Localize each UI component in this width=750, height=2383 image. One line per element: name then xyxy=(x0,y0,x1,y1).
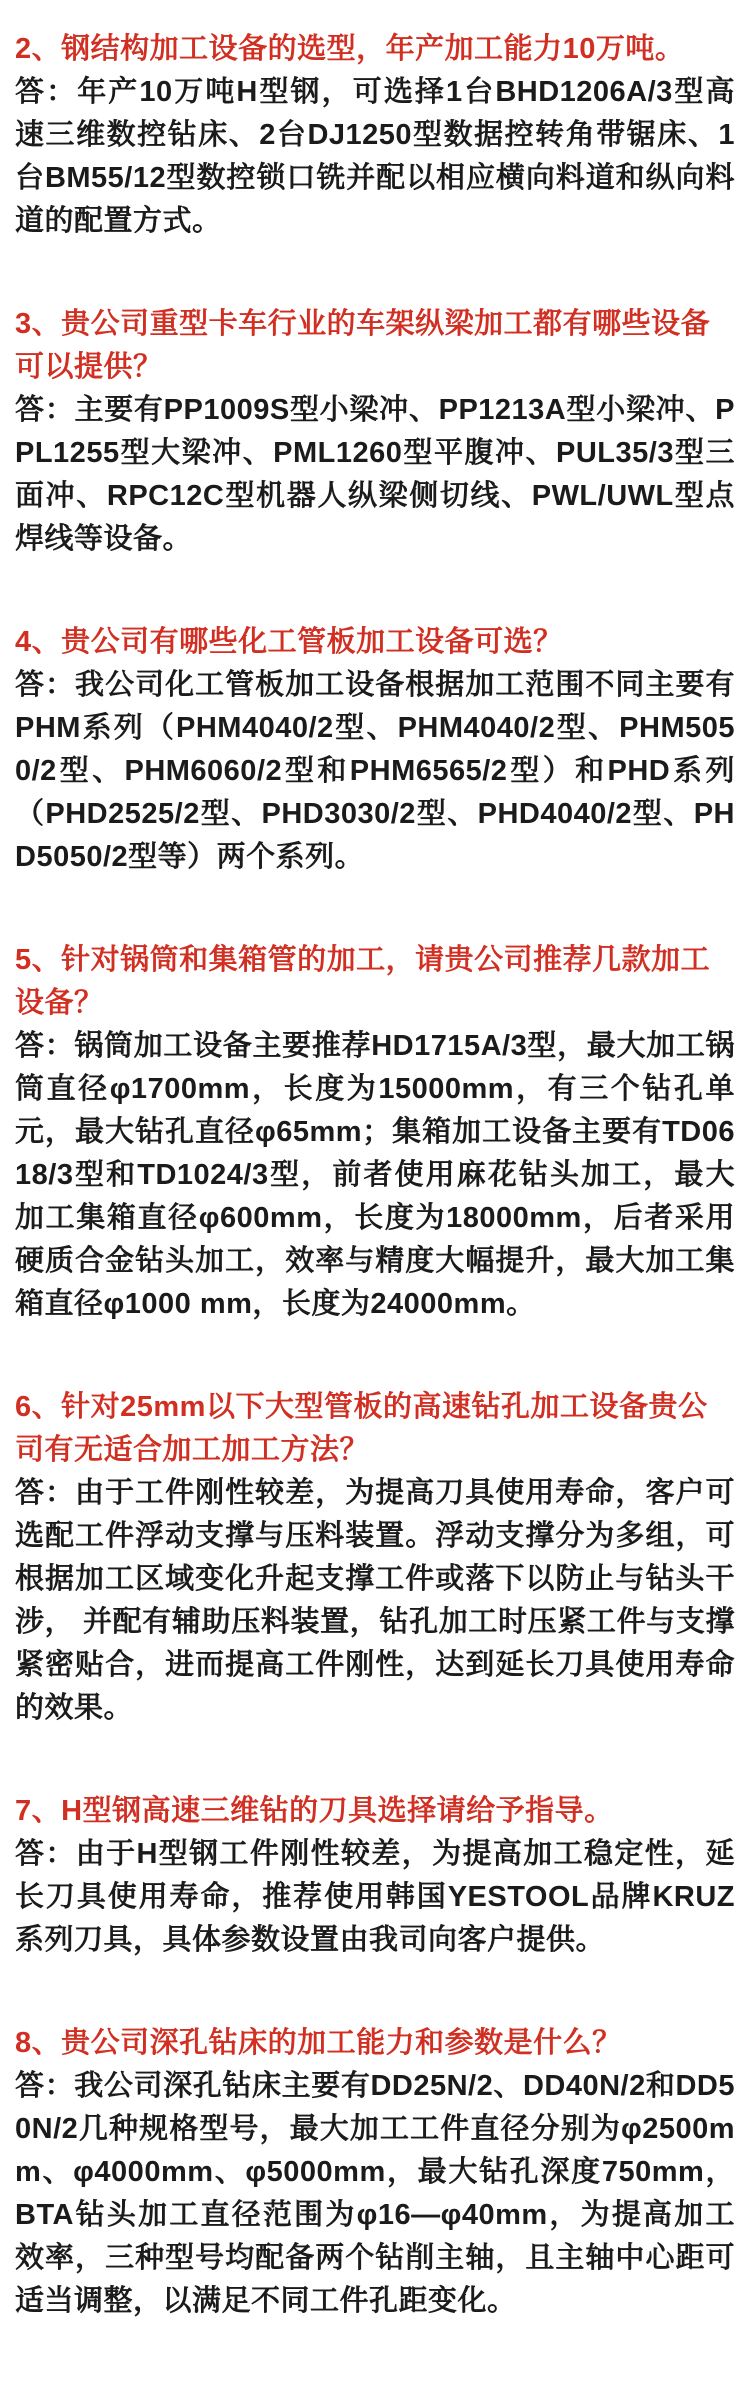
answer-3: 答：主要有PP1009S型小梁冲、PP1213A型小梁冲、PPL1255型大梁冲、PML1260型平腹冲、PUL35/3型三面冲、RPC12C型机器人纵梁侧切线、PWL/UWL型点焊线等设备。 xyxy=(15,394,735,555)
answer-5: 答：锅筒加工设备主要推荐HD1715A/3型，最大加工锅筒直径φ1700mm，长度为15000mm，有三个钻孔单元，最大钻孔直径φ65mm；集箱加工设备主要有TD0618/3型和TD1024/3型，前者使用麻花钻头加工，最大加工集箱直径φ600mm，长度为18000mm，后者采用硬质合金钻头加工，效率与精度大幅提升，最大加工集箱直径φ1000 mm，长度为24000mm。 xyxy=(15,1030,735,1320)
question-8: 8、贵公司深孔钻床的加工能力和参数是什么？ xyxy=(15,2027,622,2059)
question-2: 2、钢结构加工设备的选型，年产加工能力10万吨。 xyxy=(15,33,685,65)
qa-item-2 xyxy=(15,28,735,243)
answer-8: 答：我公司深孔钻床主要有DD25N/2、DD40N/2和DD50N/2几种规格型号，最大加工工件直径分别为φ2500mm、φ4000mm、φ5000mm，最大钻孔深度750mm，BTA钻头加工直径范围为φ16—φ40mm，为提高加工效率，三种型号均配备两个钻削主轴，且主轴中心距可适当调整，以满足不同工件孔距变化。 xyxy=(15,2070,735,2317)
answer-2: 答：年产10万吨H型钢，可选择1台BHD1206A/3型高速三维数控钻床、2台DJ1250型数据控转角带锯床、1台BM55/12型数控锁口铣并配以相应横向料道和纵向料道的配置方式。 xyxy=(15,76,735,237)
question-3: 3、贵公司重型卡车行业的车架纵梁加工都有哪些设备可以提供？ xyxy=(15,308,711,383)
question-4: 4、贵公司有哪些化工管板加工设备可选？ xyxy=(15,626,563,658)
qa-item-6 xyxy=(15,1386,735,1730)
qa-item-3 xyxy=(15,303,735,561)
answer-6: 答：由于工件刚性较差，为提高刀具使用寿命，客户可选配工件浮动支撑与压料装置。浮动支撑分为多组，可根据加工区域变化升起支撑工件或落下以防止与钻头干涉， 并配有辅助压料装置，钻孔加工时压紧工件与支撑紧密贴合，进而提高工件刚性，达到延长刀具使用寿命的效果。 xyxy=(15,1477,735,1724)
qa-item-4 xyxy=(15,621,735,879)
qa-item-7 xyxy=(15,1790,735,1962)
question-5: 5、针对锅筒和集箱管的加工，请贵公司推荐几款加工设备？ xyxy=(15,944,711,1019)
question-6: 6、针对25mm以下大型管板的高速钻孔加工设备贵公司有无适合加工加工方法？ xyxy=(15,1391,708,1466)
qa-item-5 xyxy=(15,939,735,1326)
answer-7: 答：由于H型钢工件刚性较差，为提高加工稳定性，延长刀具使用寿命，推荐使用韩国YESTOOL品牌KRUZ系列刀具，具体参数设置由我司向客户提供。 xyxy=(15,1838,735,1956)
answer-4: 答：我公司化工管板加工设备根据加工范围不同主要有PHM系列（PHM4040/2型、PHM4040/2型、PHM5050/2型、PHM6060/2型和PHM6565/2型）和PHD系列（PHD2525/2型、PHD3030/2型、PHD4040/2型、PHD5050/2型等）两个系列。 xyxy=(15,669,735,873)
qa-item-8 xyxy=(15,2022,735,2323)
question-7: 7、H型钢高速三维钻的刀具选择请给予指导。 xyxy=(15,1795,614,1827)
